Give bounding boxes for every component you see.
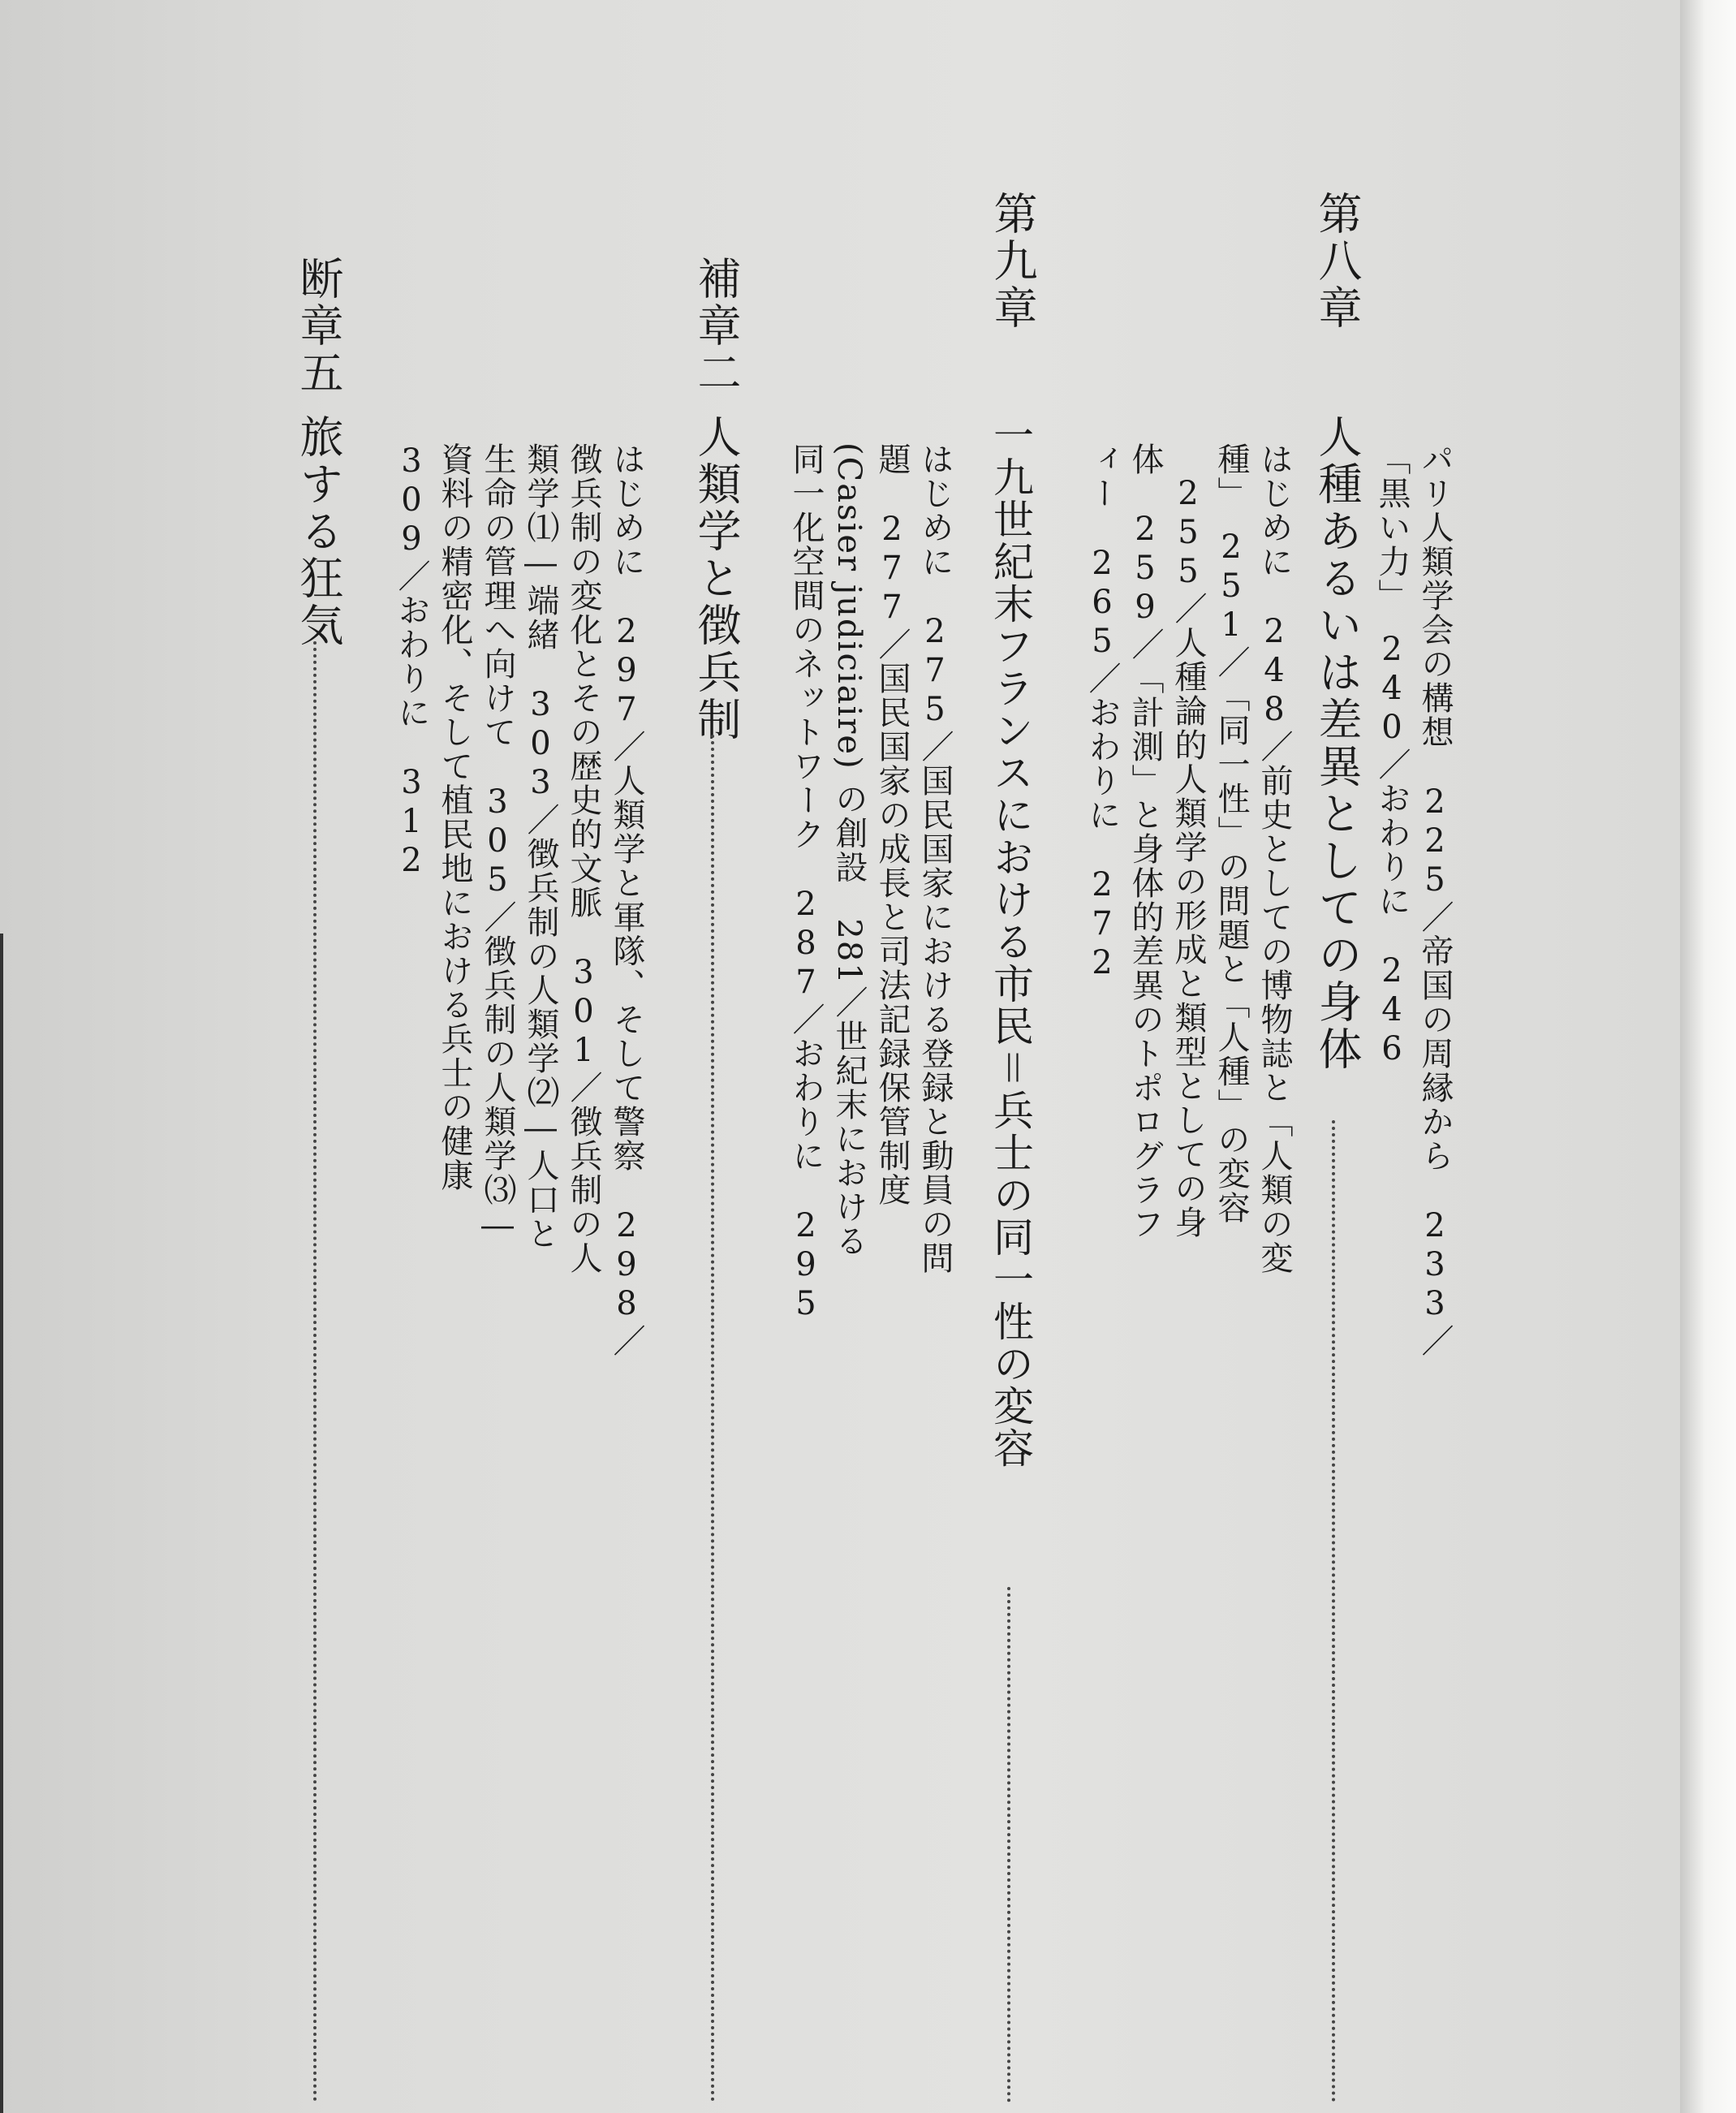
chapter-title: 人類学と徴兵制 <box>691 414 742 744</box>
gutter-line <box>0 934 3 2113</box>
toc-subentry: 体 259／「計測」と身体的差異のトポログラフ <box>1126 442 1164 1241</box>
chapter-label: 断章五 <box>293 256 344 397</box>
leader-dots <box>711 735 719 2102</box>
toc-subentry: 種」 251／「同一性」の問題と「人種」の変容 <box>1213 442 1250 1225</box>
chapter-label: 補章二 <box>691 256 742 397</box>
chapter-label: 第九章 <box>987 191 1038 332</box>
toc-subentry: はじめに 248／前史としての博物誌と「人類の変 <box>1256 442 1293 1275</box>
toc-subentry: 類学⑴―端緒 303／徴兵制の人類学⑵―人口と <box>522 442 559 1251</box>
page-edge <box>1680 0 1736 2113</box>
toc-subentry: ィー 265／おわりに 272 <box>1083 442 1121 983</box>
toc-subentry: 309／おわりに 312 <box>393 442 430 881</box>
toc-subentry: 255／人種論的人類学の形成と類型としての身 <box>1170 475 1207 1240</box>
toc-subentry: 資料の精密化、そして植民地における兵士の健康 <box>436 442 473 1192</box>
toc-subentry: 同一化空間のネットワーク 287／おわりに 295 <box>787 442 825 1324</box>
leader-dots <box>313 641 321 2102</box>
toc-subentry: (Casier judiciaire) の創設 281／世紀末における <box>830 442 868 1258</box>
chapter-title: 旅する狂気 <box>293 414 344 649</box>
toc-subentry: はじめに 275／国民国家における登録と動員の問 <box>916 442 954 1275</box>
chapter-title: 人種あるいは差異としての身体 <box>1312 414 1363 1073</box>
toc-subentry: 生命の管理へ向けて 305／徴兵制の人類学⑶― <box>479 442 516 1246</box>
leader-dots <box>1332 1120 1340 2102</box>
leader-dots <box>1007 1587 1015 2102</box>
toc-subentry: 「黒い力」 240／おわりに 246 <box>1373 442 1411 1069</box>
chapter-label: 第八章 <box>1312 191 1363 332</box>
toc-subentry: パリ人類学会の構想 225／帝国の周縁から 233／ <box>1416 442 1454 1358</box>
chapter-title: 一九世紀末フランスにおける市民＝兵士の同一性の変容 <box>987 414 1034 1469</box>
toc-subentry: はじめに 297／人類学と軍隊、そして警察 298／ <box>608 442 645 1358</box>
toc-subentry: 徴兵制の変化とその歴史的文脈 301／徴兵制の人 <box>565 442 602 1275</box>
toc-subentry: 題 277／国民国家の成長と司法記録保管制度 <box>873 442 911 1207</box>
